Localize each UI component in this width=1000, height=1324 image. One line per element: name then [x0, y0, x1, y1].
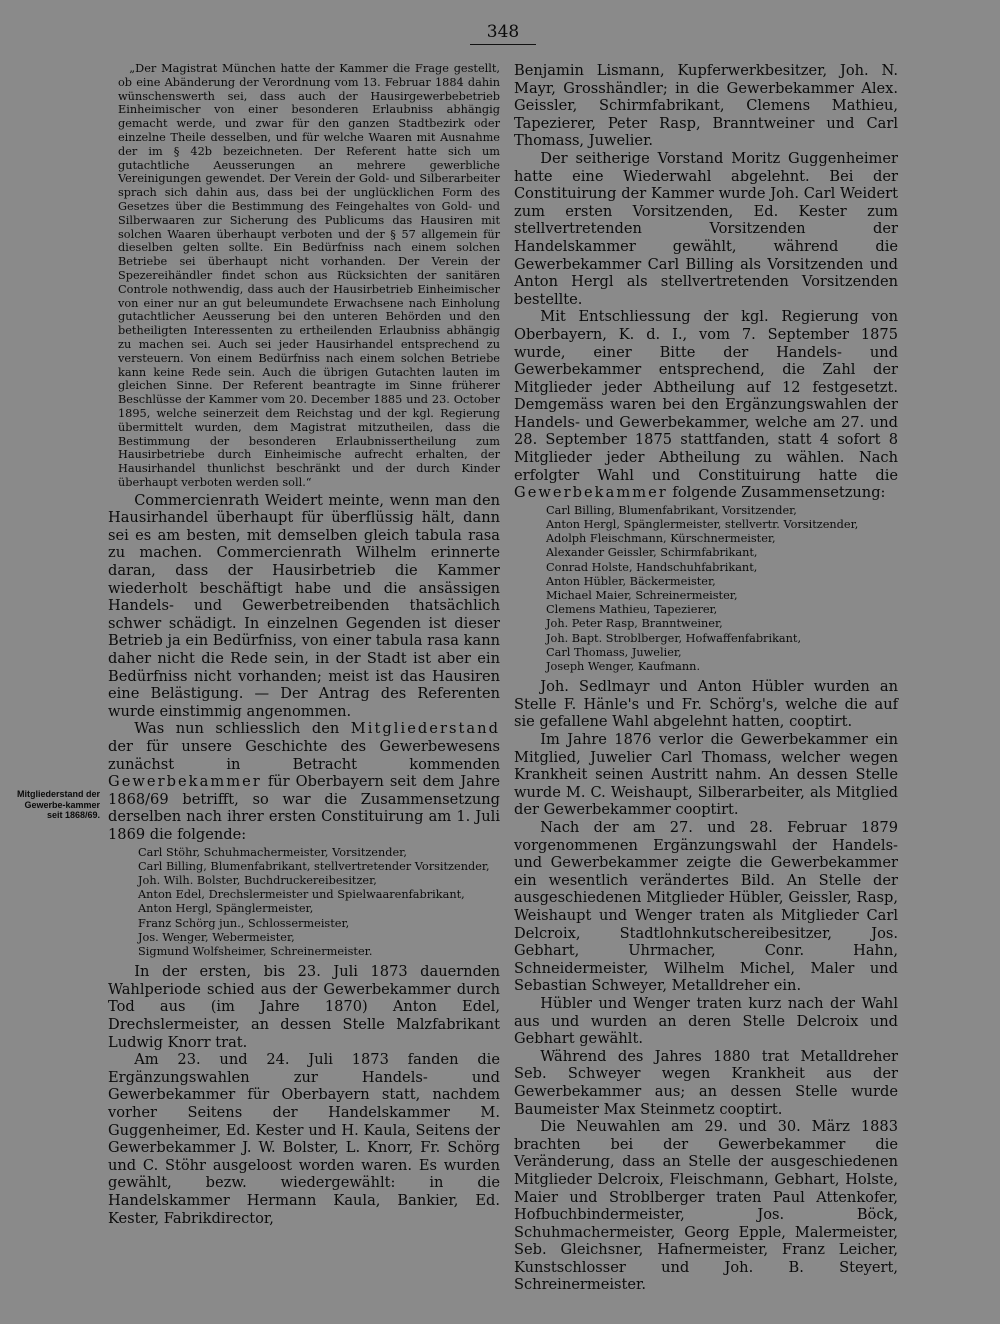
paragraph-1876: Im Jahre 1876 verlor die Gewerbekammer ein Mitglied, Juwelier Carl Thomass, welcher wegen Krankheit seinen Austritt nahm. An dessen Stelle wurde M. C. Weishaupt, Silberarbeiter, als Mitglied der Gewerbekammer cooptirt.: [514, 731, 898, 819]
list-item: Carl Billing, Blumenfabrikant, Vorsitzender,: [546, 503, 797, 517]
member-list-1875: [546, 504, 898, 674]
list-item: Anton Hübler, Bäckermeister,: [546, 574, 716, 588]
list-item: Carl Thomass, Juwelier,: [546, 645, 682, 659]
list-item: Clemens Mathieu, Tapezierer,: [546, 603, 718, 617]
page-number: 348: [470, 22, 536, 45]
list-item: Anton Edel, Drechslermeister und Spielwaarenfabrikant,: [138, 888, 465, 902]
list-item: Joh. Bapt. Stroblberger, Hofwaffenfabrikant,: [546, 631, 802, 645]
paragraph-vorstand: Der seitherige Vorstand Moritz Guggenheimer hatte eine Wiederwahl abgelehnt. Bei der Constituirung der Kammer wurde Joh. Carl Weidert zum ersten Vorsitzenden, Ed. Kester zum stellvertretenden Vorsitzenden der Handelskammer gewählt, während die Gewerbekammer Carl Billing als Vorsitzenden und Anton Hergl als stellvertretenden Vorsitzenden bestellte.: [514, 149, 898, 308]
paragraph-1880: Während des Jahres 1880 trat Metalldreher Seb. Schweyer wegen Krankheit aus der Gewerbekammer aus; an dessen Stelle wurde Baumeister Max Steinmetz cooptirt.: [514, 1047, 898, 1118]
text-run: folgende Zusammensetzung:: [667, 484, 886, 502]
list-item: Joseph Wenger, Kaufmann.: [546, 660, 701, 674]
paragraph-first-period: In der ersten, bis 23. Juli 1873 dauernden Wahlperiode schied aus der Gewerbekammer durch Tod aus (im Jahre 1870) Anton Edel, Drechslermeister, an dessen Stelle Malzfabrikant Ludwig Knorr trat.: [108, 963, 500, 1051]
quoted-report: „Der Magistrat München hatte der Kammer die Frage gestellt, ob eine Abänderung der Verordnung vom 13. Februar 1884 dahin wünschenswerth sei, dass auch der Hausirgewerbebetrieb Einheimischer von einer besonderen Erlaubniss abhängig gemacht werde, und zwar für den ganzen Stadtbezirk oder einzelne Theile desselben, und für welche Waaren mit Ausnahme der im § 42b bezeichneten. Der Referent hatte sich um gutachtliche Aeusserungen an mehrere gewerbliche Vereinigungen gewendet. Der Verein der Gold- und Silberarbeiter sprach sich dahin aus, dass bei der unglücklichen Form des Gesetzes über die Bestimmung des Feingehaltes von Gold- und Silberwaaren zur Sicherung des Publicums das Hausiren mit solchen Waaren überhaupt verboten und der § 57 allgemein für dieselben gelten sollte. Ein Bedürfniss nach einem solchen Betriebe sei überhaupt nicht vorhanden. Der Verein der Spezereihändler findet schon aus Rücksichten der sanitären Controle nothwendig, dass auch der Hausirbetrieb Einheimischer von einer nur an gut beleumundete Erwachsene nach Einholung gutachtlicher Aeusserung bei den unteren Behörden und den betheiligten Interessenten zu ertheilenden Erlaubniss abhängig zu machen sei. Auch sei jeder Hausirhandel entsprechend zu versteuern. Von einem Bedürfniss nach einem solchen Betriebe kann keine Rede sein. Auch die übrigen Gutachten lauten im gleichen Sinne. Der Referent beantragte im Sinne früherer Beschlüsse der Kammer vom 20. December 1885 und 23. October 1895, welche seinerzeit dem Reichstag und der kgl. Regierung übermittelt wurden, dem Magistrat mitzutheilen, dass die Bestimmung der besonderen Erlaubnissertheilung zum Hausirbetriebe durch Einheimische aufrecht erhalten, der Hausirhandel thunlichst beschränkt und der durch Kinder überhaupt verboten werden soll.“: [118, 62, 500, 489]
list-item: Alexander Geissler, Schirmfabrikant,: [546, 546, 758, 560]
left-column: [108, 62, 500, 1227]
paragraph-1883: Die Neuwahlen am 29. und 30. März 1883 brachten bei der Gewerbekammer die Veränderung, dass an Stelle der ausgeschiedenen Mitglieder Delcroix, Fleischmann, Gebhart, Holste, Maier und Stroblberger traten Paul Attenkofer, Hofbuchbindermeister, Jos. Böck, Schuhmachermeister, Georg Epple, Malermeister, Seb. Gleichsner, Hafnermeister, Franz Leicher, Kunstschlosser und Joh. B. Steyert, Schreinermeister.: [514, 1118, 898, 1294]
list-item: Carl Billing, Blumenfabrikant, stellvertretender Vorsitzender,: [138, 859, 490, 873]
list-item: Anton Hergl, Spänglermeister,: [138, 902, 314, 916]
text-run: für Oberbayern seit dem Jahre 1868/69 betrifft, so war die Zusammensetzung derselben nach ihrer ersten Constituirung am 1. Juli 1869 die folgende:: [108, 773, 500, 843]
list-item: Franz Schörg jun., Schlossermeister,: [138, 916, 350, 930]
paragraph-1873-elections: Am 23. und 24. Juli 1873 fanden die Ergänzungswahlen zur Handels- und Gewerbekammer für Oberbayern statt, nachdem vorher Seitens der Handelskammer M. Guggenheimer, Ed. Kester und H. Kaula, Seitens der Gewerbekammer J. W. Bolster, L. Knorr, Fr. Schörg und C. Stöhr ausgeloost worden waren. Es wurden gewählt, bezw. wiedergewählt: in die Handelskammer Hermann Kaula, Bankier, Ed. Kester, Fabrikdirector,: [108, 1051, 500, 1227]
list-item: Adolph Fleischmann, Kürschnermeister,: [546, 532, 776, 546]
list-item: Jos. Wenger, Webermeister,: [138, 930, 295, 944]
spaced-term: Gewerbekammer: [514, 484, 668, 502]
paragraph-1875: [514, 308, 898, 502]
text-run: Mit Entschliessung der kgl. Regierung von Oberbayern, K. d. I., vom 7. September 1875 wurde, einer Bitte der Handels- und Gewerbekammer entsprechend, die Zahl der Mitglieder jeder Abtheilung auf 12 festgesetzt. Demgemäss waren bei den Ergänzungswahlen der Handels- und Gewerbekammer, welche am 27. und 28. September 1875 stattfanden, statt 4 sofort 8 Mitglieder jeder Abtheilung zu wählen. Nach erfolgter Wahl und Constituirung hatte die: [514, 308, 898, 484]
list-item: Joh. Wilh. Bolster, Buchdruckereibesitzer,: [138, 873, 377, 887]
paragraph-weidert: Commercienrath Weidert meinte, wenn man den Hausirhandel überhaupt für überflüssig hält, dann sei es am besten, mit demselben gleich tabula rasa zu machen. Commercienrath Wilhelm erinnerte daran, dass der Hausirbetrieb die Kammer wiederholt beschäftigt habe und die ansässigen Handels- und Gewerbetreibenden thatsächlich schwer schädigt. In einzelnen Gegenden ist dieser Betrieb ja ein Bedürfniss, von einer tabula rasa kann daher nicht die Rede sein, in der Stadt ist aber ein Bedürfniss nicht vorhanden; meist ist das Hausiren eine Belästigung. — Der Antrag des Referenten wurde einstimmig angenommen.: [108, 491, 500, 720]
list-item: Anton Hergl, Spänglermeister, stellvertr. Vorsitzender,: [546, 518, 859, 532]
member-list-1869: [138, 846, 500, 960]
paragraph-cooptation: Joh. Sedlmayr und Anton Hübler wurden an Stelle F. Hänle's und Fr. Schörg's, welche die auf sie gefallene Wahl abgelehnt hatten, cooptirt.: [514, 678, 898, 731]
text-run: Was nun schliesslich den: [134, 720, 351, 738]
margin-note: Mitgliederstand der Gewerbe-kammer seit 1868/69.: [16, 789, 100, 820]
paragraph-mitgliederstand: [108, 720, 500, 843]
text-run: der für unsere Geschichte des Gewerbewesens zunächst in Betracht kommenden: [108, 738, 500, 773]
list-item: Michael Maier, Schreinermeister,: [546, 589, 738, 603]
spaced-term: Gewerbekammer: [108, 773, 262, 791]
list-item: Carl Stöhr, Schuhmachermeister, Vorsitzender,: [138, 845, 407, 859]
list-item: Sigmund Wolfsheimer, Schreinermeister.: [138, 945, 373, 958]
spaced-term: Mitgliederstand: [350, 720, 500, 738]
list-item: Conrad Holste, Handschuhfabrikant,: [546, 560, 758, 574]
paragraph-1879: Nach der am 27. und 28. Februar 1879 vorgenommenen Ergänzungswahl der Handels- und Gewerbekammer zeigte die Gewerbekammer ein wesentlich verändertes Bild. An Stelle der ausgeschiedenen Mitglieder Hübler, Geissler, Rasp, Weishaupt und Wenger traten als Mitglieder Carl Delcroix, Stadtlohnkutschereibesitzer, Jos. Gebhart, Uhrmacher, Conr. Hahn, Schneidermeister, Wilhelm Michel, Maler und Sebastian Schweyer, Metalldreher ein.: [514, 819, 898, 995]
paragraph-continued: Benjamin Lismann, Kupferwerkbesitzer, Joh. N. Mayr, Grosshändler; in die Gewerbekammer Alex. Geissler, Schirmfabrikant, Clemens Mathieu, Tapezierer, Peter Rasp, Branntweiner und Carl Thomass, Juwelier.: [514, 62, 898, 150]
paragraph-huebler-wenger: Hübler und Wenger traten kurz nach der Wahl aus und wurden an deren Stelle Delcroix und Gebhart gewählt.: [514, 994, 898, 1048]
right-column: [514, 62, 898, 1294]
list-item: Joh. Peter Rasp, Branntweiner,: [546, 617, 723, 631]
